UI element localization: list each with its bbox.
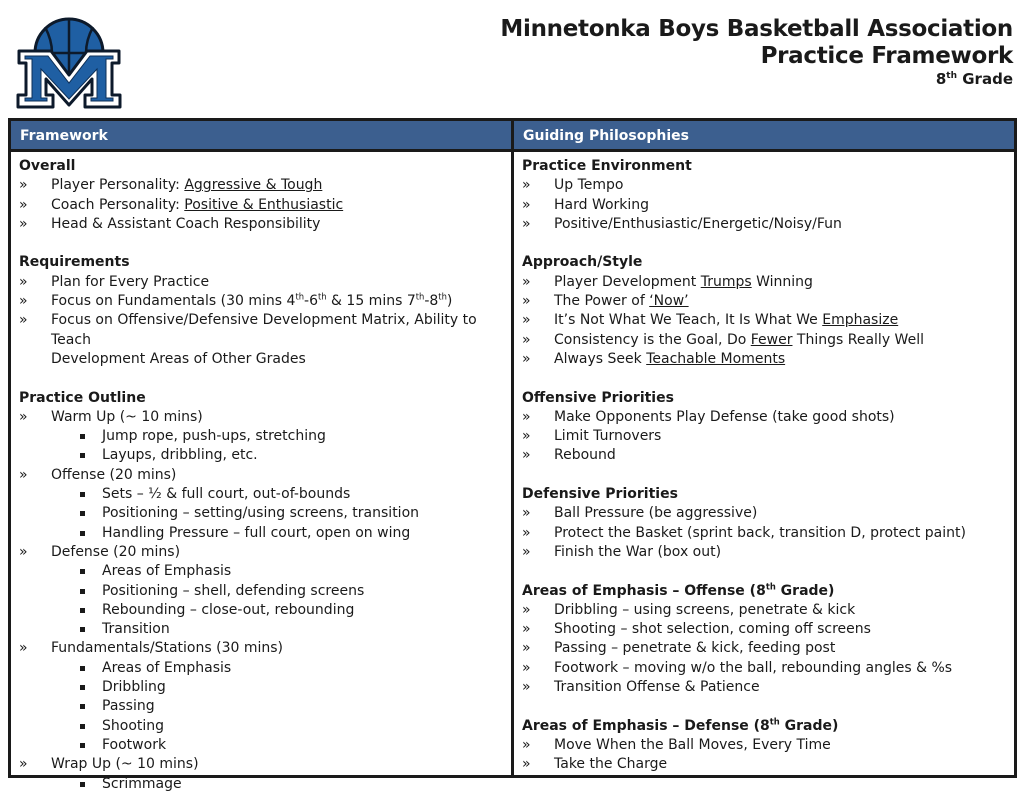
doc-title: Practice Framework bbox=[760, 43, 1013, 69]
chevron-bullet-icon: » bbox=[522, 196, 531, 213]
list-item: » Dribbling – using screens, penetrate & kick bbox=[522, 601, 1006, 620]
list-item: » Focus on Offensive/Defensive Development Matrix, Ability to Teach Development Areas of Other Grades bbox=[19, 312, 477, 367]
list-item: » Take the Charge bbox=[522, 755, 1006, 774]
sub-list-item: Passing bbox=[19, 697, 503, 716]
chevron-bullet-icon: » bbox=[19, 408, 28, 425]
list-item: » Ball Pressure (be aggressive) bbox=[522, 504, 1006, 523]
basketball-m-logo-icon bbox=[15, 13, 123, 117]
sub-list-item: Jump rope, push-ups, stretching bbox=[19, 427, 503, 446]
sub-list-item: Scrimmage bbox=[19, 775, 503, 794]
chevron-bullet-icon: » bbox=[522, 756, 531, 773]
list-item: » It’s Not What We Teach, It Is What We Emphasize bbox=[522, 311, 1006, 330]
sub-list-item: Transition bbox=[19, 620, 503, 639]
list-item: » Head & Assistant Coach Responsibility bbox=[19, 215, 503, 234]
sub-list-item: Rebounding – close-out, rebounding bbox=[19, 601, 503, 620]
section-title-defensive-priorities: Defensive Priorities bbox=[522, 486, 678, 503]
chevron-bullet-icon: » bbox=[19, 543, 28, 560]
sub-list-item: Areas of Emphasis bbox=[19, 659, 503, 678]
org-title: Minnetonka Boys Basketball Association bbox=[500, 16, 1013, 42]
list-item: » Fundamentals/Stations (30 mins) bbox=[19, 639, 503, 658]
section-title-emphasis-offense: Areas of Emphasis – Offense (8th Grade) bbox=[522, 580, 835, 599]
section-title-overall: Overall bbox=[19, 158, 76, 174]
chevron-bullet-icon: » bbox=[522, 273, 531, 290]
section-title-practice-outline: Practice Outline bbox=[19, 389, 146, 406]
framework-table bbox=[8, 118, 1017, 792]
document-header bbox=[500, 16, 1013, 89]
list-item: » Coach Personality: Positive & Enthusiastic bbox=[19, 196, 503, 215]
chevron-bullet-icon: » bbox=[19, 640, 28, 657]
chevron-bullet-icon: » bbox=[522, 621, 531, 638]
chevron-bullet-icon: » bbox=[19, 312, 28, 329]
list-item: » Wrap Up (~ 10 mins) bbox=[19, 755, 503, 774]
square-bullet-icon bbox=[80, 704, 85, 709]
list-item: » Move When the Ball Moves, Every Time bbox=[522, 736, 1006, 755]
sub-list-item: Areas of Emphasis bbox=[19, 562, 503, 581]
section-title-requirements: Requirements bbox=[19, 254, 130, 271]
sub-list-item: Layups, dribbling, etc. bbox=[19, 446, 503, 465]
chevron-bullet-icon: » bbox=[522, 408, 531, 425]
chevron-bullet-icon: » bbox=[522, 524, 531, 541]
square-bullet-icon bbox=[80, 685, 85, 690]
sub-list-item: Positioning – setting/using screens, transition bbox=[19, 504, 503, 523]
square-bullet-icon bbox=[80, 627, 85, 632]
list-item: » Limit Turnovers bbox=[522, 427, 1006, 446]
square-bullet-icon bbox=[80, 434, 85, 439]
sub-list-item: Sets – ½ & full court, out-of-bounds bbox=[19, 485, 503, 504]
list-item: » Player Development Trumps Winning bbox=[522, 273, 1006, 292]
mbba-logo bbox=[15, 13, 123, 117]
chevron-bullet-icon: » bbox=[522, 331, 531, 348]
chevron-bullet-icon: » bbox=[522, 505, 531, 522]
chevron-bullet-icon: » bbox=[19, 177, 28, 194]
list-item: » Defense (20 mins) bbox=[19, 543, 503, 562]
chevron-bullet-icon: » bbox=[19, 196, 28, 213]
framework-column-header: Framework bbox=[11, 121, 511, 152]
list-item: » Positive/Enthusiastic/Energetic/Noisy/Fun bbox=[522, 215, 1006, 234]
chevron-bullet-icon: » bbox=[522, 177, 531, 194]
square-bullet-icon bbox=[80, 569, 85, 574]
list-item: » Up Tempo bbox=[522, 176, 1006, 195]
chevron-bullet-icon: » bbox=[522, 215, 531, 232]
sub-list-item: Footwork bbox=[19, 736, 503, 755]
chevron-bullet-icon: » bbox=[19, 756, 28, 773]
square-bullet-icon bbox=[80, 724, 85, 729]
square-bullet-icon bbox=[80, 589, 85, 594]
list-item: » Finish the War (box out) bbox=[522, 543, 1006, 562]
section-title-approach-style: Approach/Style bbox=[522, 254, 643, 271]
square-bullet-icon bbox=[80, 453, 85, 458]
sub-list-item: Positioning – shell, defending screens bbox=[19, 582, 503, 601]
list-item: » The Power of ‘Now’ bbox=[522, 292, 1006, 311]
chevron-bullet-icon: » bbox=[522, 312, 531, 329]
grade-subtitle: 8th Grade bbox=[935, 70, 1013, 88]
square-bullet-icon bbox=[80, 511, 85, 516]
framework-column bbox=[11, 121, 514, 792]
list-item: » Make Opponents Play Defense (take good shots) bbox=[522, 408, 1006, 427]
guiding-philosophies-column-body bbox=[514, 152, 1014, 775]
list-item: » Plan for Every Practice bbox=[19, 273, 503, 292]
section-title-emphasis-defense: Areas of Emphasis – Defense (8th Grade) bbox=[522, 715, 839, 734]
chevron-bullet-icon: » bbox=[19, 273, 28, 290]
square-bullet-icon bbox=[80, 608, 85, 613]
chevron-bullet-icon: » bbox=[522, 350, 531, 367]
section-title-offensive-priorities: Offensive Priorities bbox=[522, 389, 674, 406]
chevron-bullet-icon: » bbox=[19, 466, 28, 483]
chevron-bullet-icon: » bbox=[522, 601, 531, 618]
list-item: » Player Personality: Aggressive & Tough bbox=[19, 176, 503, 195]
square-bullet-icon bbox=[80, 531, 85, 536]
chevron-bullet-icon: » bbox=[522, 736, 531, 753]
guiding-philosophies-column-header: Guiding Philosophies bbox=[514, 121, 1014, 152]
chevron-bullet-icon: » bbox=[522, 428, 531, 445]
list-item: » Rebound bbox=[522, 446, 1006, 465]
list-item: » Consistency is the Goal, Do Fewer Things Really Well bbox=[522, 331, 1006, 350]
chevron-bullet-icon: » bbox=[19, 215, 28, 232]
chevron-bullet-icon: » bbox=[522, 447, 531, 464]
list-item: » Protect the Basket (sprint back, transition D, protect paint) bbox=[522, 524, 1006, 543]
sub-list-item: Handling Pressure – full court, open on wing bbox=[19, 524, 503, 543]
chevron-bullet-icon: » bbox=[522, 679, 531, 696]
list-item: » Transition Offense & Patience bbox=[522, 678, 1006, 697]
square-bullet-icon bbox=[80, 666, 85, 671]
chevron-bullet-icon: » bbox=[19, 293, 28, 310]
sub-list-item: Shooting bbox=[19, 717, 503, 736]
list-item: » Always Seek Teachable Moments bbox=[522, 350, 1006, 369]
sub-list-item: Dribbling bbox=[19, 678, 503, 697]
guiding-philosophies-column bbox=[514, 121, 1014, 775]
list-item: » Hard Working bbox=[522, 196, 1006, 215]
chevron-bullet-icon: » bbox=[522, 293, 531, 310]
list-item: » Warm Up (~ 10 mins) bbox=[19, 408, 503, 427]
chevron-bullet-icon: » bbox=[522, 543, 531, 560]
list-item: » Shooting – shot selection, coming off screens bbox=[522, 620, 1006, 639]
section-title-practice-environment: Practice Environment bbox=[522, 158, 692, 174]
list-item: » Focus on Fundamentals (30 mins 4th-6th & 15 mins 7th-8th) bbox=[19, 292, 503, 311]
square-bullet-icon bbox=[80, 492, 85, 497]
chevron-bullet-icon: » bbox=[522, 659, 531, 676]
square-bullet-icon bbox=[80, 782, 85, 787]
chevron-bullet-icon: » bbox=[522, 640, 531, 657]
list-item: » Passing – penetrate & kick, feeding post bbox=[522, 639, 1006, 658]
framework-column-body bbox=[11, 152, 511, 794]
list-item: » Offense (20 mins) bbox=[19, 466, 503, 485]
list-item: » Footwork – moving w/o the ball, rebounding angles & %s bbox=[522, 659, 1006, 678]
square-bullet-icon bbox=[80, 743, 85, 748]
